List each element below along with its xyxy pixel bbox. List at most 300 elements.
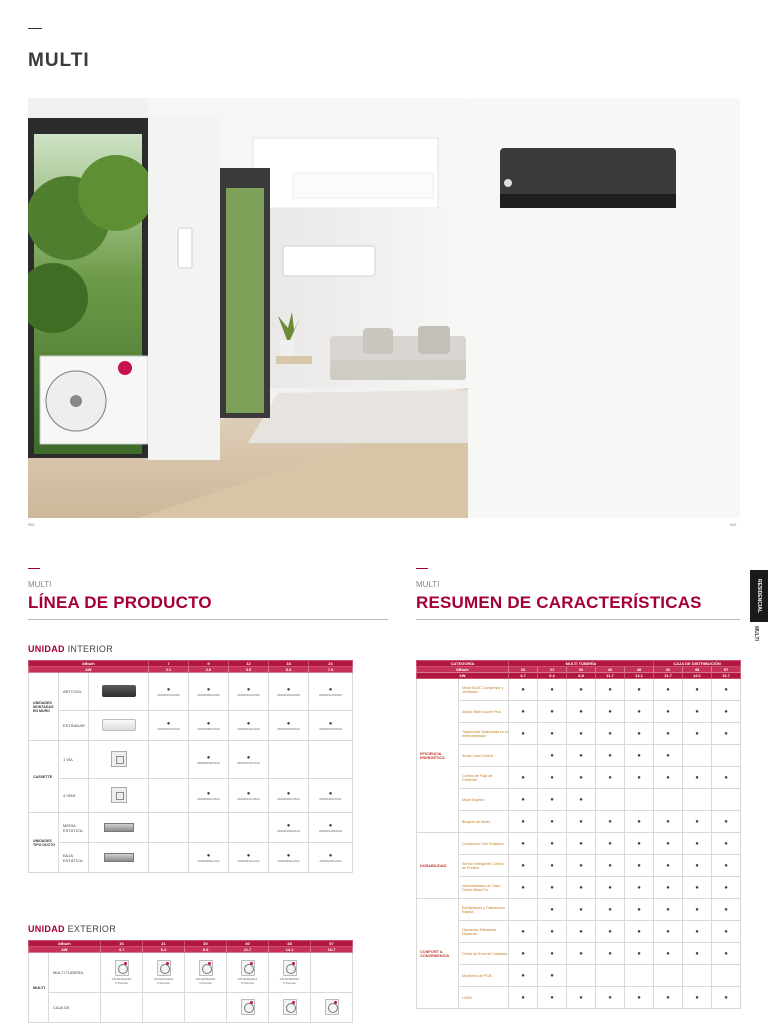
availability-dot: ● bbox=[608, 818, 612, 825]
feature-cell bbox=[509, 965, 538, 987]
lg-logo-icon bbox=[292, 962, 295, 965]
port-count: 5 Puertos bbox=[241, 981, 254, 985]
feature-cell bbox=[596, 723, 625, 745]
right-section-rule bbox=[416, 619, 740, 620]
model-cell bbox=[189, 843, 229, 873]
feature-cell bbox=[625, 745, 654, 767]
feature-name: Monitoreo de PCB bbox=[459, 965, 509, 987]
availability-dot: ● bbox=[550, 752, 554, 759]
availability-dot: ● bbox=[724, 708, 728, 715]
availability-dot: ● bbox=[550, 686, 554, 693]
model-code: AMNW09GSJA0 bbox=[197, 726, 220, 731]
features-summary-table bbox=[416, 660, 741, 1009]
availability-dot: ● bbox=[579, 862, 583, 869]
availability-dot: ● bbox=[608, 708, 612, 715]
model-code: AMNW12GTUC0 bbox=[236, 760, 260, 765]
feature-cell bbox=[596, 943, 625, 965]
outdoor-unit-icon bbox=[157, 960, 171, 976]
feature-cell bbox=[654, 723, 683, 745]
feature-cell bbox=[654, 899, 683, 921]
availability-dot: ● bbox=[550, 972, 554, 979]
model-cell bbox=[189, 711, 229, 741]
model-cell bbox=[185, 953, 227, 993]
title-rule bbox=[28, 28, 42, 29]
feature-cell bbox=[538, 943, 567, 965]
availability-dot: ● bbox=[695, 840, 699, 847]
group-label: MULTI bbox=[29, 953, 49, 1023]
availability-dot: ● bbox=[328, 720, 333, 727]
feature-cell bbox=[596, 745, 625, 767]
feature-cell bbox=[538, 987, 567, 1009]
model-code: AMNW09GTUC0 bbox=[196, 760, 220, 765]
availability-dot: ● bbox=[550, 796, 554, 803]
cassette-1way-icon bbox=[111, 751, 127, 767]
feature-cell bbox=[567, 701, 596, 723]
availability-dot: ● bbox=[637, 818, 641, 825]
model-cell bbox=[149, 843, 189, 873]
capacity-kw: 6.2 bbox=[143, 947, 185, 953]
feature-cell bbox=[712, 965, 741, 987]
availability-dot: ● bbox=[550, 906, 554, 913]
availability-dot: ● bbox=[637, 928, 641, 935]
feature-cell bbox=[654, 987, 683, 1009]
unit-type-label: MEDIA ESTÁTICA bbox=[59, 813, 89, 843]
exterior-heading: UNIDAD EXTERIOR bbox=[28, 924, 117, 934]
feature-cell bbox=[625, 767, 654, 789]
availability-dot: ● bbox=[521, 818, 525, 825]
feature-row bbox=[417, 987, 741, 1009]
wall-unit-white-icon bbox=[102, 719, 136, 731]
availability-dot: ● bbox=[579, 708, 583, 715]
feature-cell bbox=[654, 921, 683, 943]
model-cell bbox=[269, 741, 309, 779]
feature-cell bbox=[712, 701, 741, 723]
feature-cell bbox=[625, 811, 654, 833]
model-code: AMNW18GM1A0 bbox=[276, 828, 300, 833]
availability-dot: ● bbox=[206, 852, 211, 859]
capacity-btu: 21 bbox=[538, 667, 567, 673]
feature-cell bbox=[509, 921, 538, 943]
availability-dot: ● bbox=[695, 774, 699, 781]
availability-dot: ● bbox=[579, 884, 583, 891]
feature-cell bbox=[712, 679, 741, 701]
capacity-kw: 11.7 bbox=[596, 673, 625, 679]
group-label: UNIDADES TIPO DUCTO bbox=[29, 813, 59, 873]
availability-dot: ● bbox=[724, 994, 728, 1001]
feature-name: Intercambiador de Calor Ocean Black Fin bbox=[459, 877, 509, 899]
model-cell bbox=[149, 741, 189, 779]
model-cell bbox=[269, 779, 309, 813]
feature-name: Trayectoria Optimizada en el Intercambiador bbox=[459, 723, 509, 745]
feature-cell bbox=[654, 679, 683, 701]
table-row bbox=[29, 993, 353, 1023]
feature-name: Operación Silenciosa Nocturna bbox=[459, 921, 509, 943]
capacity-kw: 14.1 bbox=[683, 673, 712, 679]
feature-cell bbox=[683, 921, 712, 943]
capacity-kw: 2.6 bbox=[189, 667, 229, 673]
availability-dot: ● bbox=[579, 840, 583, 847]
feature-cell bbox=[683, 833, 712, 855]
group-label: UNIDADES MONTADAS EN MURO bbox=[29, 673, 59, 741]
table-row bbox=[29, 741, 353, 779]
availability-dot: ● bbox=[206, 686, 211, 693]
table-row bbox=[29, 813, 353, 843]
unit-type-label: ARTCOOL bbox=[59, 673, 89, 711]
feature-cell bbox=[567, 745, 596, 767]
feature-row bbox=[417, 679, 741, 701]
feature-cell bbox=[712, 987, 741, 1009]
availability-dot: ● bbox=[550, 884, 554, 891]
model-code: A2UW16GFA0 bbox=[111, 977, 132, 981]
feature-cell bbox=[625, 833, 654, 855]
capacity-kw: 4.7 bbox=[509, 673, 538, 679]
feature-cell bbox=[712, 767, 741, 789]
availability-dot: ● bbox=[695, 906, 699, 913]
availability-dot: ● bbox=[666, 686, 670, 693]
capacity-kw: 3.5 bbox=[229, 667, 269, 673]
capacity-btu: 48 bbox=[683, 667, 712, 673]
capacity-btu: 7 bbox=[149, 661, 189, 667]
availability-dot: ● bbox=[579, 686, 583, 693]
model-code: AMNW12GSJA0 bbox=[237, 726, 260, 731]
feature-name: Enfriamiento y Calefacción Rápida bbox=[459, 899, 509, 921]
port-count: 4 Puertos bbox=[199, 981, 212, 985]
availability-dot: ● bbox=[579, 796, 583, 803]
outdoor-unit-icon bbox=[283, 960, 297, 976]
availability-dot: ● bbox=[166, 686, 171, 693]
feature-cell bbox=[625, 877, 654, 899]
feature-cell bbox=[596, 877, 625, 899]
capacity-btu: 18 bbox=[269, 661, 309, 667]
model-cell bbox=[189, 673, 229, 711]
feature-cell bbox=[596, 789, 625, 811]
availability-dot: ● bbox=[666, 884, 670, 891]
duct-low-icon bbox=[104, 853, 134, 862]
outdoor-unit-icon bbox=[325, 999, 339, 1015]
feature-cell bbox=[509, 899, 538, 921]
availability-dot: ● bbox=[521, 774, 525, 781]
availability-dot: ● bbox=[637, 884, 641, 891]
feature-cell bbox=[509, 855, 538, 877]
page-number-right: 081 bbox=[730, 522, 737, 527]
unit-image-cell bbox=[89, 673, 149, 711]
header-multi-tuberia: MULTI TUBERÍA bbox=[509, 661, 654, 667]
feature-cell bbox=[538, 679, 567, 701]
model-cell bbox=[229, 779, 269, 813]
model-code: AMNW12GTRA1 bbox=[237, 796, 260, 801]
availability-dot: ● bbox=[550, 928, 554, 935]
outdoor-unit-icon bbox=[241, 960, 255, 976]
feature-cell bbox=[509, 811, 538, 833]
feature-cell bbox=[683, 899, 712, 921]
unit-type-label: BAJA ESTÁTICA bbox=[59, 843, 89, 873]
model-cell bbox=[309, 741, 353, 779]
lg-logo-icon bbox=[124, 962, 127, 965]
model-code: AMNW24GTPA1 bbox=[319, 796, 342, 801]
feature-cell bbox=[712, 789, 741, 811]
feature-row bbox=[417, 943, 741, 965]
capacity-btu: 48 bbox=[625, 667, 654, 673]
model-code: AMNW09GL1A2 bbox=[197, 858, 220, 863]
feature-name: Aletas Wide Louver Plus bbox=[459, 701, 509, 723]
feature-cell bbox=[712, 745, 741, 767]
capacity-btu: 30 bbox=[185, 941, 227, 947]
side-tab-residencial[interactable]: RESIDENCIAL bbox=[750, 570, 768, 622]
availability-dot: ● bbox=[206, 720, 211, 727]
availability-dot: ● bbox=[608, 774, 612, 781]
capacity-kw: 16.7 bbox=[712, 673, 741, 679]
availability-dot: ● bbox=[608, 906, 612, 913]
availability-dot: ● bbox=[521, 862, 525, 869]
feature-cell bbox=[538, 877, 567, 899]
model-code: A5UW48GFA1 bbox=[279, 977, 300, 981]
feature-cell bbox=[567, 767, 596, 789]
model-cell bbox=[309, 813, 353, 843]
right-section-label: MULTI bbox=[416, 580, 440, 589]
availability-dot: ● bbox=[724, 950, 728, 957]
feature-cell bbox=[654, 833, 683, 855]
outdoor-unit-icon bbox=[115, 960, 129, 976]
capacity-btu: 57 bbox=[712, 667, 741, 673]
availability-dot: ● bbox=[286, 686, 291, 693]
lg-logo-icon bbox=[292, 1001, 295, 1004]
model-cell bbox=[101, 993, 143, 1023]
capacity-btu: 48 bbox=[269, 941, 311, 947]
availability-dot: ● bbox=[637, 686, 641, 693]
model-code: AMNW18GSKR0 bbox=[276, 692, 300, 697]
feature-cell bbox=[596, 811, 625, 833]
capacity-btu: 12 bbox=[229, 661, 269, 667]
availability-dot: ● bbox=[724, 774, 728, 781]
feature-name: Sensor Inteligente Control de Presión bbox=[459, 855, 509, 877]
availability-dot: ● bbox=[608, 686, 612, 693]
outdoor-unit-icon bbox=[283, 999, 297, 1015]
availability-dot: ● bbox=[724, 840, 728, 847]
feature-cell bbox=[625, 789, 654, 811]
table-row bbox=[29, 843, 353, 873]
availability-dot: ● bbox=[608, 994, 612, 1001]
model-cell bbox=[101, 953, 143, 993]
port-count: 2 Puertos bbox=[115, 981, 128, 985]
left-section-label: MULTI bbox=[28, 580, 52, 589]
feature-cell bbox=[596, 965, 625, 987]
unit-image-cell bbox=[89, 843, 149, 873]
availability-dot: ● bbox=[246, 790, 251, 797]
category-label: CONFORT & CONVENIENCIA bbox=[417, 899, 459, 1009]
model-code: A3UW21GFA2 bbox=[153, 977, 174, 981]
feature-cell bbox=[625, 723, 654, 745]
feature-cell bbox=[683, 943, 712, 965]
model-code: AMNW18GSKA0 bbox=[277, 726, 300, 731]
feature-cell bbox=[596, 987, 625, 1009]
feature-row bbox=[417, 965, 741, 987]
availability-dot: ● bbox=[724, 928, 728, 935]
model-cell bbox=[229, 741, 269, 779]
availability-dot: ● bbox=[521, 730, 525, 737]
feature-cell bbox=[683, 701, 712, 723]
model-cell bbox=[149, 673, 189, 711]
feature-cell bbox=[683, 767, 712, 789]
availability-dot: ● bbox=[724, 686, 728, 693]
feature-cell bbox=[509, 833, 538, 855]
feature-cell bbox=[683, 811, 712, 833]
left-section-dash bbox=[28, 568, 40, 569]
feature-name: Compresor Twin Rotatorio bbox=[459, 833, 509, 855]
availability-dot: ● bbox=[637, 730, 641, 737]
availability-dot: ● bbox=[579, 928, 583, 935]
availability-dot: ● bbox=[695, 730, 699, 737]
port-count: 3 Puertos bbox=[157, 981, 170, 985]
model-cell bbox=[227, 993, 269, 1023]
availability-dot: ● bbox=[579, 818, 583, 825]
feature-cell bbox=[596, 679, 625, 701]
feature-cell bbox=[538, 811, 567, 833]
availability-dot: ● bbox=[695, 818, 699, 825]
unit-type-label: 1 VÍA bbox=[59, 741, 89, 779]
availability-dot: ● bbox=[286, 852, 291, 859]
lg-logo-icon bbox=[208, 962, 211, 965]
availability-dot: ● bbox=[695, 994, 699, 1001]
feature-cell bbox=[625, 701, 654, 723]
capacity-btu: 9 bbox=[189, 661, 229, 667]
table-row bbox=[29, 711, 353, 741]
living-room-illustration bbox=[28, 98, 740, 518]
feature-cell bbox=[567, 921, 596, 943]
model-cell bbox=[309, 779, 353, 813]
feature-cell bbox=[596, 767, 625, 789]
availability-dot: ● bbox=[724, 730, 728, 737]
header-label-btu: kBtu/h bbox=[29, 941, 101, 947]
feature-row bbox=[417, 877, 741, 899]
capacity-btu: 40 bbox=[654, 667, 683, 673]
feature-cell bbox=[654, 965, 683, 987]
availability-dot: ● bbox=[608, 862, 612, 869]
feature-cell bbox=[538, 767, 567, 789]
feature-cell bbox=[683, 679, 712, 701]
availability-dot: ● bbox=[521, 928, 525, 935]
availability-dot: ● bbox=[608, 730, 612, 737]
availability-dot: ● bbox=[666, 928, 670, 935]
feature-cell bbox=[509, 701, 538, 723]
lg-logo-icon bbox=[166, 962, 169, 965]
model-code: AMNW07GSJR0 bbox=[157, 692, 180, 697]
outdoor-unit-icon bbox=[241, 999, 255, 1015]
exterior-units-table bbox=[28, 940, 353, 1023]
feature-cell bbox=[683, 723, 712, 745]
availability-dot: ● bbox=[286, 720, 291, 727]
header-row-groups bbox=[417, 661, 741, 667]
feature-name: Smart Load Control bbox=[459, 745, 509, 767]
feature-cell bbox=[567, 789, 596, 811]
capacity-kw: 16.7 bbox=[311, 947, 353, 953]
availability-dot: ● bbox=[637, 840, 641, 847]
lg-logo-icon bbox=[250, 962, 253, 965]
availability-dot: ● bbox=[246, 686, 251, 693]
lg-logo-icon bbox=[250, 1001, 253, 1004]
feature-cell bbox=[683, 745, 712, 767]
feature-cell bbox=[683, 987, 712, 1009]
availability-dot: ● bbox=[579, 994, 583, 1001]
feature-cell bbox=[538, 855, 567, 877]
availability-dot: ● bbox=[550, 774, 554, 781]
capacity-kw: 8.8 bbox=[567, 673, 596, 679]
table-row bbox=[29, 779, 353, 813]
right-section-title: RESUMEN DE CARACTERÍSTICAS bbox=[416, 593, 702, 612]
outdoor-unit-icon bbox=[199, 960, 213, 976]
hero-image bbox=[28, 98, 740, 518]
availability-dot: ● bbox=[550, 818, 554, 825]
capacity-btu: 21 bbox=[143, 941, 185, 947]
feature-cell bbox=[538, 921, 567, 943]
availability-dot: ● bbox=[521, 686, 525, 693]
feature-cell bbox=[538, 899, 567, 921]
model-cell bbox=[189, 779, 229, 813]
feature-row bbox=[417, 701, 741, 723]
availability-dot: ● bbox=[328, 822, 333, 829]
feature-cell bbox=[625, 987, 654, 1009]
model-cell bbox=[269, 993, 311, 1023]
model-cell bbox=[149, 779, 189, 813]
availability-dot: ● bbox=[666, 774, 670, 781]
unit-image-cell bbox=[89, 711, 149, 741]
model-code: AMNW24GM1A0 bbox=[318, 828, 342, 833]
capacity-btu: 24 bbox=[309, 661, 353, 667]
model-cell bbox=[149, 711, 189, 741]
feature-cell bbox=[538, 789, 567, 811]
model-cell bbox=[229, 711, 269, 741]
feature-cell bbox=[625, 899, 654, 921]
feature-cell bbox=[538, 833, 567, 855]
availability-dot: ● bbox=[579, 752, 583, 759]
availability-dot: ● bbox=[608, 752, 612, 759]
model-cell bbox=[269, 843, 309, 873]
feature-cell bbox=[712, 877, 741, 899]
feature-name: Control de Flujo de Corriente bbox=[459, 767, 509, 789]
model-cell bbox=[269, 711, 309, 741]
availability-dot: ● bbox=[637, 708, 641, 715]
availability-dot: ● bbox=[579, 730, 583, 737]
availability-dot: ● bbox=[695, 928, 699, 935]
feature-row bbox=[417, 745, 741, 767]
unit-type-label: 4 VÍAS bbox=[59, 779, 89, 813]
capacity-btu: 57 bbox=[311, 941, 353, 947]
availability-dot: ● bbox=[724, 818, 728, 825]
availability-dot: ● bbox=[695, 884, 699, 891]
feature-cell bbox=[538, 965, 567, 987]
model-cell bbox=[311, 993, 353, 1023]
availability-dot: ● bbox=[637, 862, 641, 869]
model-code: A4UW30GFA2 bbox=[195, 977, 216, 981]
unit-type-label: MULTI TUBERÍA bbox=[49, 953, 101, 993]
availability-dot: ● bbox=[666, 950, 670, 957]
availability-dot: ● bbox=[166, 720, 171, 727]
header-category: CATEGORÍA bbox=[417, 661, 509, 667]
availability-dot: ● bbox=[286, 822, 291, 829]
model-cell bbox=[185, 993, 227, 1023]
availability-dot: ● bbox=[246, 754, 251, 761]
model-code: A5UW40GFA1 bbox=[237, 977, 258, 981]
capacity-btu: 40 bbox=[596, 667, 625, 673]
availability-dot: ● bbox=[724, 884, 728, 891]
model-cell bbox=[189, 741, 229, 779]
feature-name: Check de Error de Cableado bbox=[459, 943, 509, 965]
model-code: AMNW09GSJR0 bbox=[197, 692, 220, 697]
feature-cell bbox=[683, 965, 712, 987]
capacity-kw: 2.1 bbox=[149, 667, 189, 673]
page-number-left: 080 bbox=[28, 522, 35, 527]
availability-dot: ● bbox=[695, 708, 699, 715]
availability-dot: ● bbox=[724, 906, 728, 913]
